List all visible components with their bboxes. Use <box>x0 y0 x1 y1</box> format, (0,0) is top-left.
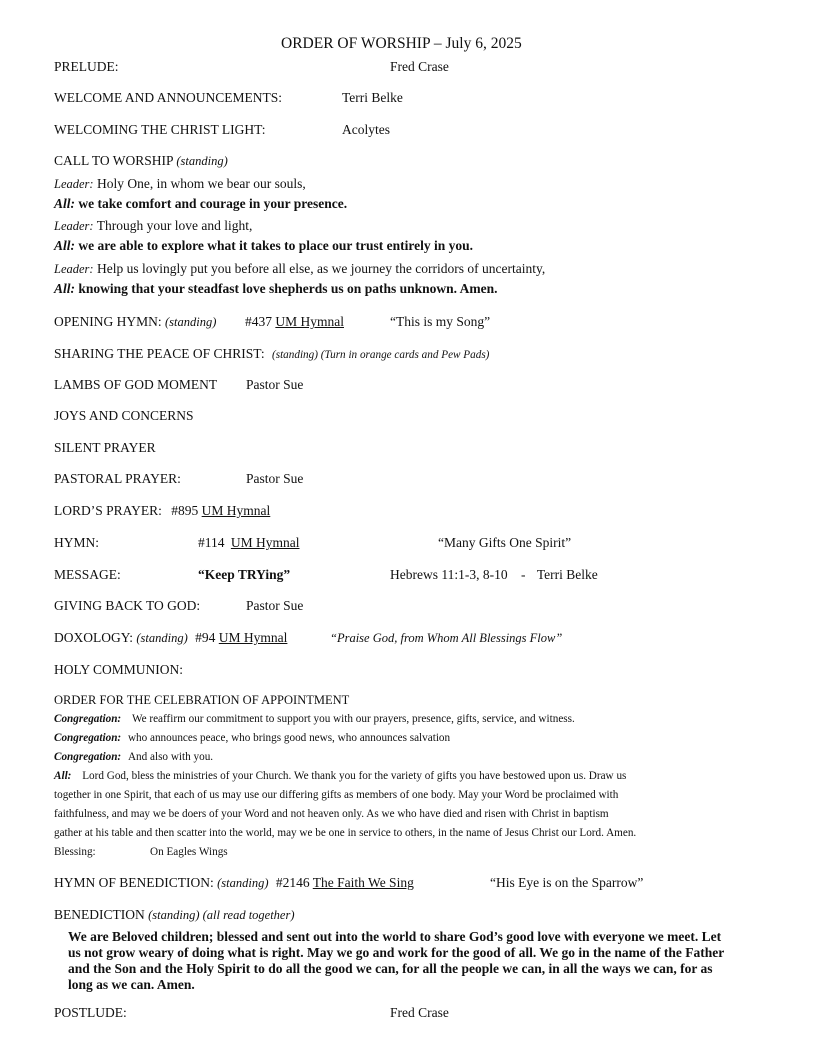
doxology-label: DOXOLOGY: <box>54 630 134 645</box>
peace-label: SHARING THE PEACE OF CHRIST: <box>54 346 265 361</box>
appointment-line <box>54 751 213 763</box>
call-speaker: Leader: <box>54 262 94 276</box>
appointment-line <box>54 713 575 725</box>
lambs-name: Pastor Sue <box>246 377 304 392</box>
opening-hymn-book: UM Hymnal <box>275 314 344 329</box>
benediction-hymn-line <box>54 875 414 891</box>
postlude-label: POSTLUDE: <box>54 1005 127 1020</box>
lambs-label: LAMBS OF GOD MOMENT <box>54 377 218 392</box>
message-label: MESSAGE: <box>54 567 121 582</box>
call-line <box>54 176 306 192</box>
benediction-text-line: us not grow weary of doing what is right. May we go and work for the good of all. We go in the name of the Father <box>68 945 725 960</box>
appointment-speaker: Congregation: <box>54 713 122 725</box>
hymn-song: “Many Gifts One Spirit” <box>438 535 572 550</box>
benediction-text-line: and the Son and the Holy Spirit to do all the good we can, for all the people we can, in all the ways we can, for as <box>68 961 713 976</box>
call-line <box>54 218 252 234</box>
blessing-text: On Eagles Wings <box>150 846 228 858</box>
benediction-hymn-number: #2146 <box>275 875 310 890</box>
call-text: we take comfort and courage in your presence. <box>78 196 348 211</box>
message-sermon: “Keep TRYing” <box>198 567 291 582</box>
appointment-all-speaker: All: <box>54 770 72 782</box>
call-text: Holy One, in whom we bear our souls, <box>96 176 306 191</box>
benediction-heading <box>54 907 295 923</box>
call-label: CALL TO WORSHIP <box>54 153 174 168</box>
joys-label: JOYS AND CONCERNS <box>54 408 194 423</box>
doxology-line <box>54 630 287 646</box>
call-to-worship-heading <box>54 153 228 169</box>
call-note: (standing) <box>176 154 228 168</box>
call-line <box>54 261 545 277</box>
blessing-label: Blessing: <box>54 846 96 858</box>
call-text: Through your love and light, <box>96 218 253 233</box>
lords-label: LORD’S PRAYER: <box>54 503 162 518</box>
call-speaker: Leader: <box>54 177 94 191</box>
christ-light-name: Acolytes <box>342 122 390 137</box>
hymn-book: UM Hymnal <box>230 535 300 550</box>
giving-name: Pastor Sue <box>246 598 304 613</box>
benediction-label: BENEDICTION <box>54 907 145 922</box>
welcome-label: WELCOME AND ANNOUNCEMENTS: <box>54 90 282 105</box>
page-title: ORDER OF WORSHIP – July 6, 2025 <box>281 35 522 52</box>
opening-hymn-ref <box>245 314 344 330</box>
peace-note: (standing) (Turn in orange cards and Pew Pads) <box>271 349 490 361</box>
call-line <box>54 196 347 212</box>
call-text: Help us lovingly put you before all else, as we journey the corridors of uncertainty, <box>96 261 546 276</box>
opening-hymn-song: “This is my Song” <box>390 314 491 329</box>
message-scripture: Hebrews 11:1-3, 8-10 <box>390 567 508 582</box>
christ-light-label: WELCOMING THE CHRIST LIGHT: <box>54 122 266 137</box>
call-speaker: Leader: <box>54 219 94 233</box>
call-text: we are able to explore what it takes to place our trust entirely in you. <box>78 238 473 253</box>
appointment-all-text: gather at his table and then scatter into the world, may we be one in service to others, in the name of Jesus Christ our Lord. Amen. <box>54 827 637 839</box>
welcome-name: Terri Belke <box>342 90 403 105</box>
message-dash: - <box>520 567 526 582</box>
doxology-song: “Praise God, from Whom All Blessings Flow” <box>330 631 563 645</box>
postlude-name: Fred Crase <box>390 1005 449 1020</box>
hymn-number: #114 <box>198 535 225 550</box>
opening-hymn-note: (standing) <box>165 315 217 329</box>
appointment-text: And also with you. <box>127 751 214 763</box>
call-speaker: All: <box>54 196 76 211</box>
message-scripture-line <box>390 567 598 583</box>
benediction-hymn-note: (standing) <box>217 876 269 890</box>
appointment-line <box>54 732 450 744</box>
appointment-all-text: Lord God, bless the ministries of your Church. We thank you for the variety of gifts you have bestowed upon us. Draw us <box>82 770 627 782</box>
benediction-note: (standing) (all read together) <box>148 908 295 922</box>
pastoral-label: PASTORAL PRAYER: <box>54 471 181 486</box>
call-speaker: All: <box>54 281 76 296</box>
benediction-text-line: long as we can. Amen. <box>68 977 195 992</box>
benediction-hymn-song: “His Eye is on the Sparrow” <box>490 875 644 890</box>
lords-number: #895 <box>171 503 199 518</box>
prelude-name: Fred Crase <box>390 59 449 74</box>
opening-hymn-title: OPENING HYMN: <box>54 314 162 329</box>
pastoral-name: Pastor Sue <box>246 471 304 486</box>
benediction-hymn-book: The Faith We Sing <box>312 875 414 890</box>
appointment-text: We reaffirm our commitment to support you with our prayers, presence, gifts, service, and witness. <box>131 713 575 725</box>
silent-prayer-label: SILENT PRAYER <box>54 440 156 455</box>
call-line <box>54 281 498 297</box>
appointment-heading: ORDER FOR THE CELEBRATION OF APPOINTMENT <box>54 693 350 707</box>
call-line <box>54 238 473 254</box>
message-name: Terri Belke <box>536 567 598 582</box>
lords-book: UM Hymnal <box>201 503 271 518</box>
doxology-note: (standing) <box>136 631 188 645</box>
prelude-label: PRELUDE: <box>54 59 119 74</box>
doxology-number: #94 <box>195 630 216 645</box>
benediction-hymn-label: HYMN OF BENEDICTION: <box>54 875 214 890</box>
doxology-book: UM Hymnal <box>218 630 288 645</box>
peace-line <box>54 346 489 362</box>
appointment-speaker: Congregation: <box>54 751 122 763</box>
lords-prayer-line <box>54 503 270 519</box>
appointment-all-text: faithfulness, and may we be doers of your Word and not heaven only. As we who have died and risen with Christ in baptism <box>54 808 609 820</box>
hymn-label: HYMN: <box>54 535 100 550</box>
call-speaker: All: <box>54 238 76 253</box>
appointment-all-text: together in one Spirit, that each of us may use our differing gifts as members of one body. May your Word be proclaimed with <box>54 789 619 801</box>
hymn-ref <box>198 535 300 551</box>
opening-hymn-label <box>54 314 216 330</box>
appointment-all-line <box>54 770 626 782</box>
giving-label: GIVING BACK TO GOD: <box>54 598 201 613</box>
communion-label: HOLY COMMUNION: <box>54 662 184 677</box>
appointment-speaker: Congregation: <box>54 732 122 744</box>
appointment-text: who announces peace, who brings good news, who announces salvation <box>127 732 451 744</box>
benediction-text-line: We are Beloved children; blessed and sent out into the world to share God’s good love with everyone we meet. Let <box>68 929 722 944</box>
opening-hymn-number: #437 <box>245 314 272 329</box>
call-text: knowing that your steadfast love shepherds us on paths unknown. Amen. <box>78 281 498 296</box>
